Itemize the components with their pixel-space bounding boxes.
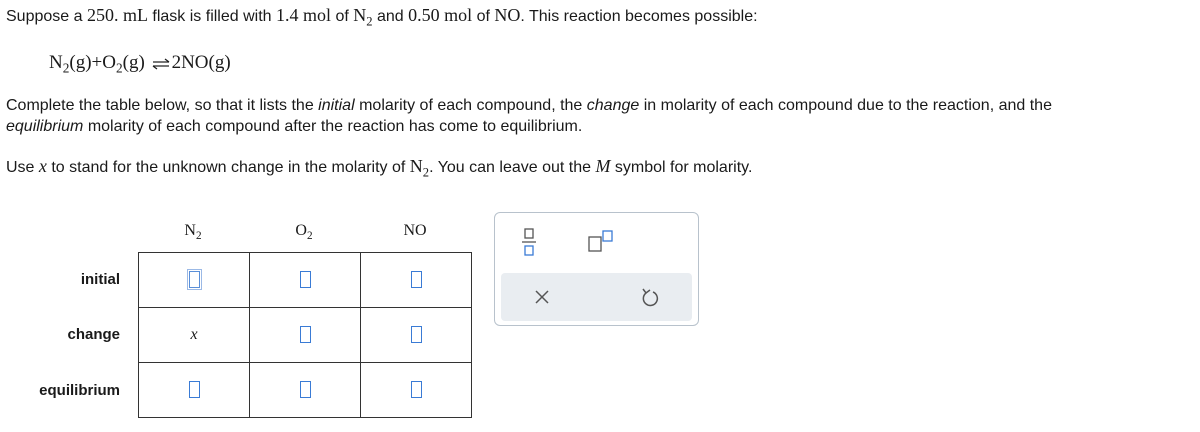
cell-change-o2[interactable] — [250, 308, 361, 363]
input-initial-no[interactable] — [411, 271, 422, 288]
math-tool-panel — [494, 212, 699, 326]
cell-initial-o2[interactable] — [250, 253, 361, 308]
input-equilibrium-no[interactable] — [411, 381, 422, 398]
superscript-icon[interactable] — [588, 227, 614, 255]
times-icon[interactable] — [534, 285, 550, 309]
instructions-line-1: Complete the table below, so that it lists the initial molarity of each compound, the change in molarity of each compound due to the reaction, and the — [6, 97, 1052, 114]
fraction-icon[interactable] — [521, 227, 537, 257]
cell-initial-n2[interactable] — [139, 253, 250, 308]
input-initial-o2[interactable] — [300, 271, 311, 288]
change-n2-value: x — [190, 326, 198, 343]
row-header-equilibrium: equilibrium — [39, 382, 120, 399]
cell-equilibrium-n2[interactable] — [139, 363, 250, 418]
input-equilibrium-n2[interactable] — [189, 381, 200, 398]
no-amount: 0.50 mol — [408, 5, 473, 25]
chemical-equation: $N_2(g)+O_2(g)$ 2NO(g) — [49, 52, 231, 76]
instructions-line-3: Use x to stand for the unknown change in the molarity of $N_2$. You can leave out the M symbol for molarity. — [6, 156, 753, 180]
table-row-change — [139, 308, 472, 363]
equilibrium-arrows-icon — [152, 58, 170, 70]
column-header-n2: $N_2$ — [184, 222, 202, 242]
input-equilibrium-o2[interactable] — [300, 381, 311, 398]
action-row — [501, 273, 692, 321]
table-row-equilibrium — [139, 363, 472, 418]
no-formula: NO — [494, 5, 521, 25]
input-change-o2[interactable] — [300, 326, 311, 343]
table-row-initial — [139, 253, 472, 308]
n2-amount: 1.4 mol — [276, 5, 332, 25]
instructions-line-2: equilibrium molarity of each compound after the reaction has come to equilibrium. — [6, 118, 583, 135]
input-initial-n2[interactable] — [189, 271, 200, 288]
cell-change-no[interactable] — [361, 308, 472, 363]
cell-change-n2 — [139, 308, 250, 363]
n2-formula: $N_2$ — [353, 5, 373, 29]
flask-volume: 250. mL — [86, 5, 148, 25]
cell-equilibrium-no[interactable] — [361, 363, 472, 418]
undo-icon[interactable] — [640, 285, 660, 309]
column-header-no: NO — [403, 222, 427, 239]
cell-initial-no[interactable] — [361, 253, 472, 308]
input-change-no[interactable] — [411, 326, 422, 343]
ice-table — [138, 252, 472, 418]
column-header-o2: $O_2$ — [295, 222, 313, 242]
row-header-change: change — [67, 326, 120, 343]
cell-equilibrium-o2[interactable] — [250, 363, 361, 418]
problem-statement: Suppose a 250. mL flask is filled with 1.4 mol of $N_2$ and 0.50 mol of NO. This reaction becomes possible: — [6, 5, 758, 29]
row-header-initial: initial — [80, 271, 120, 288]
tool-row — [495, 213, 698, 269]
